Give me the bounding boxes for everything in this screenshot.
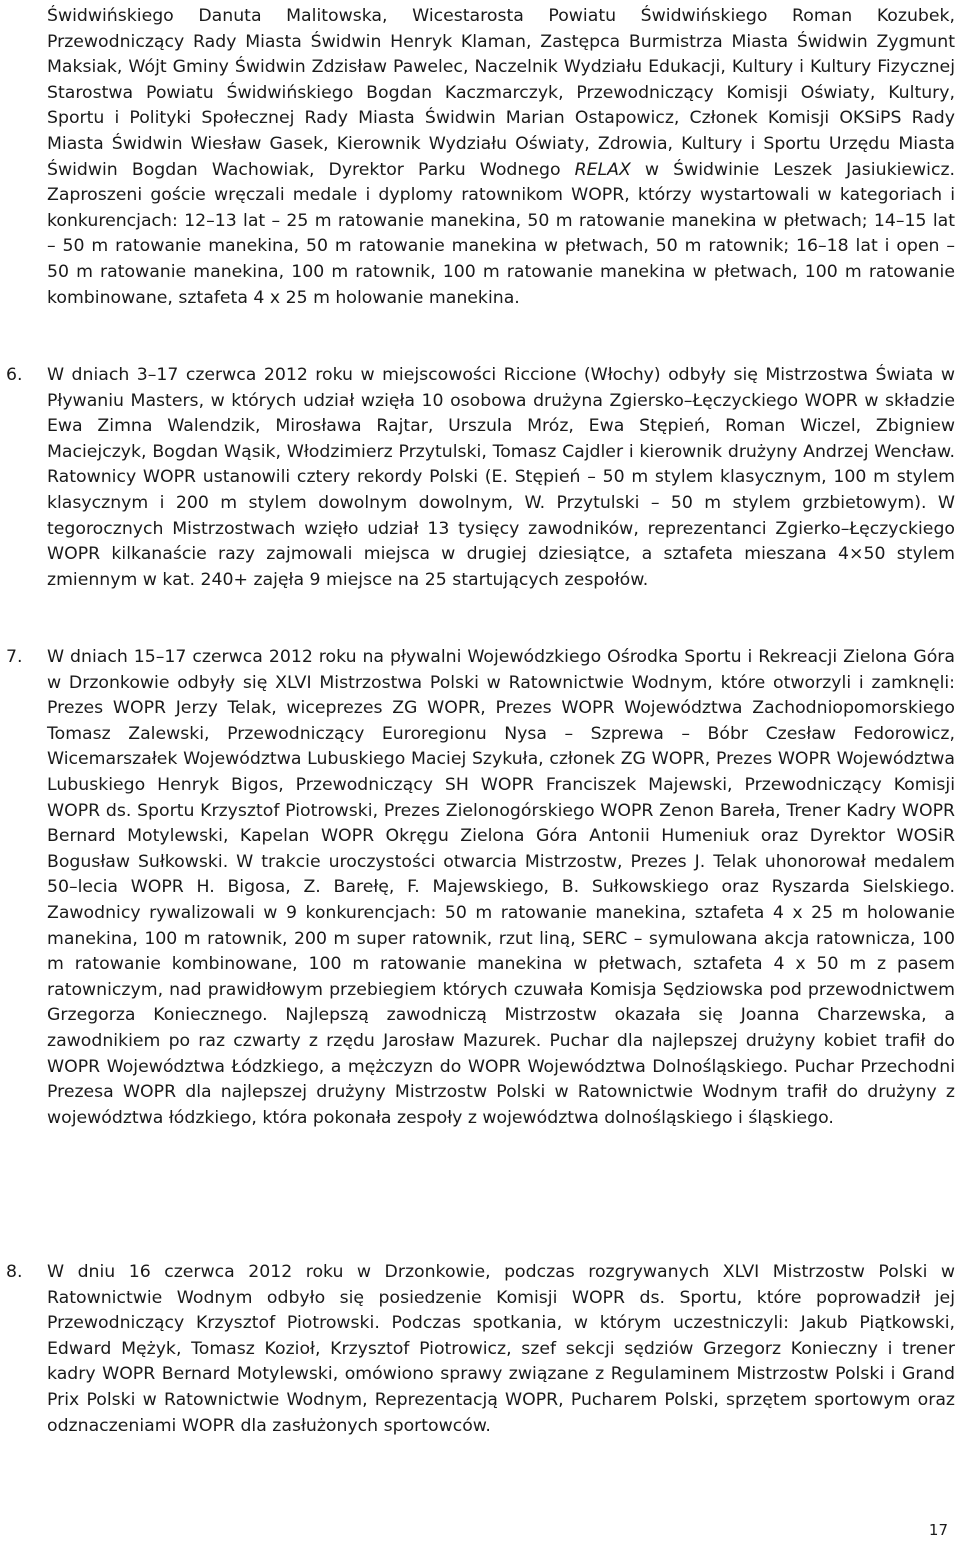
item-number-6: 6. — [6, 365, 23, 385]
item-7-text: W dniach 15–17 czerwca 2012 roku na pływalni Wojewódzkiego Ośrodka Sportu i Rekreacji Zielona Góra w Drzonkowie odbyły się XLVI Mistrzostwa Polski w Ratownictwie Wodnym, które otworzyli i zamknęli: Prezes WOPR Jerzy Telak, wiceprezes ZG WOPR, Prezes WOPR Województwa Zachodniopomorskiego Tomasz Zalewski, Przewodniczący Euroregionu Nysa – Szprewa – Bóbr Czesław Fedorowicz, Wicemarszałek Województwa Lubuskiego Maciej Szykuła, członek ZG WOPR, Prezes WOPR Województwa Lubuskiego Henryk Bigos, Przewodniczący SH WOPR Franciszek Majewski, Przewodniczący Komisji WOPR ds. Sportu Krzysztof Piotrowski, Prezes Zielonogórskiego WOPR Zenon Bareła, Trener Kadry WOPR Bernard Motylewski, Kapelan WOPR Okręgu Zielona Góra Antonii Humeniuk oraz Dyrektor WOSiR Bogusław Sułkowski. W trakcie uroczystości otwarcia Mistrzostw, Prezes J. Telak uhonorował medalem 50–lecia WOPR H. Bigosa, Z. Barełę, F. Majewskiego, B. Sułkowskiego oraz Ryszarda Sielskiego. Zawodnicy rywalizowali w 9 konkurencjach: 50 m ratowanie manekina, sztafeta 4 x 25 m holowanie manekina, 100 m ratownik, 200 m super ratownik, rzut liną, SERC – symulowana akcja ratownicza, 100 m ratowanie kombinowane, 100 m ratowanie manekina w płetwach, sztafeta 4 x 50 m z pasem ratowniczym, nad prawidłowym przebiegiem których czuwała Komisja Sędziowska pod przewodnictwem Grzegorza Koniecznego. Najlepszą zawodniczą Mistrzostw okazała się Joanna Charzewska, a zawodnikiem po raz czwarty z rzędu Jarosław Mazurek. Puchar dla najlepszej drużyny kobiet trafił do WOPR Województwa Łódzkiego, a mężczyzn do WOPR Województwa Dolnośląskiego. Puchar Przechodni Prezesa WOPR dla najlepszej drużyny Mistrzostw Polski w Ratownictwie Wodnym trafił do drużyny z województwa łódzkiego, która pokonała zespoły z województwa dolnośląskiego i śląskiego. — [47, 647, 955, 1128]
item-number-8: 8. — [6, 1262, 23, 1282]
paragraph-text-before: Świdwińskiego Danuta Malitowska, Wicestarosta Powiatu Świdwińskiego Roman Kozubek, Przewodniczący Rady Miasta Świdwin Henryk Klaman, Zastępca Burmistrza Miasta Świdwin Zygmunt Maksiak, Wójt Gminy Świdwin Zdzisław Pawelec, Naczelnik Wydziału Edukacji, Kultury i Kultury Fizycznej Starostwa Powiatu Świdwińskiego Bogdan Kaczmarczyk, Przewodniczący Komisji Oświaty, Kultury, Sportu i Polityki Społecznej Rady Miasta Świdwin Marian Ostapowicz, Członek Komisji OKSiPS Rady Miasta Świdwin Wiesław Gasek, Kierownik Wydziału Oświaty, Zdrowia, Kultury i Sportu Urzędu Miasta Świdwin Bogdan Wachowiak, Dyrektor Parku Wodnego — [47, 6, 955, 180]
item-number-7: 7. — [6, 647, 23, 667]
relax-italic-name: RELAX — [574, 159, 631, 180]
item-8-text: W dniu 16 czerwca 2012 roku w Drzonkowie, podczas rozgrywanych XLVI Mistrzostw Polski w Ratownictwie Wodnym odbyło się posiedzenie Komisji WOPR ds. Sportu, które poprowadził jej Przewodniczący Krzysztof Piotrowski. Podczas spotkania, w którym uczestniczyli: Jakub Piątkowski, Edward Mężyk, Tomasz Kozioł, Krzysztof Piotrowicz, szef sekcji sędziów Grzegorz Konieczny i trener kadry WOPR Bernard Motylewski, omówiono sprawy związane z Regulaminem Mistrzostw Polski i Grand Prix Polski w Ratownictwie Wodnym, Reprezentacją WOPR, Pucharem Polski, sprzętem sportowym oraz odznaczeniami WOPR dla zasłużonych sportowców. — [47, 1262, 955, 1436]
item-6-text: W dniach 3–17 czerwca 2012 roku w miejscowości Riccione (Włochy) odbyły się Mistrzostwa Świata w Pływaniu Masters, w których udział wzięła 10 osobowa drużyna Zgiersko–Łęczyckiego WOPR w składzie Ewa Zimna Walendzik, Mirosława Rajtar, Urszula Mróz, Ewa Stępień, Roman Wiczel, Zbigniew Maciejczyk, Bogdan Wąsik, Włodzimierz Przytulski, Tomasz Cajdler i kierownik drużyny Andrzej Wencław. Ratownicy WOPR ustanowili cztery rekordy Polski (E. Stępień – 50 m stylem klasycznym, 100 m stylem klasycznym i 200 m stylem dowolnym dowolnym, W. Przytulski – 50 m stylem grzbietowym). W tegorocznych Mistrzostwach wzięło udział 13 tysięcy zawodników, reprezentanci Zgierko–Łęczyckiego WOPR kilkanaście razy zajmowali miejsca w drugiej dziesiątce, a sztafeta mieszana 4×50 stylem zmiennym w kat. 240+ zajęła 9 miejsce na 25 startujących zespołów. — [47, 365, 955, 590]
paragraph-text-after: w Świdwinie Leszek Jasiukiewicz. Zaproszeni goście wręczali medale i dyplomy ratownikom WOPR, którzy wystartowali w kategoriach i konkurencjach: 12–13 lat – 25 m ratowanie manekina, 50 m ratowanie manekina w płetwach; 14–15 lat – 50 m ratowanie manekina, 50 m ratowanie manekina w płetwach, 50 m ratownik; 16–18 lat i open – 50 m ratowanie manekina, 100 m ratownik, 100 m ratowanie manekina w płetwach, 100 m ratowanie kombinowane, sztafeta 4 x 25 m holowanie manekina. — [47, 159, 956, 308]
page-number: 17 — [928, 1521, 948, 1539]
paragraph-continuation — [47, 4, 955, 311]
